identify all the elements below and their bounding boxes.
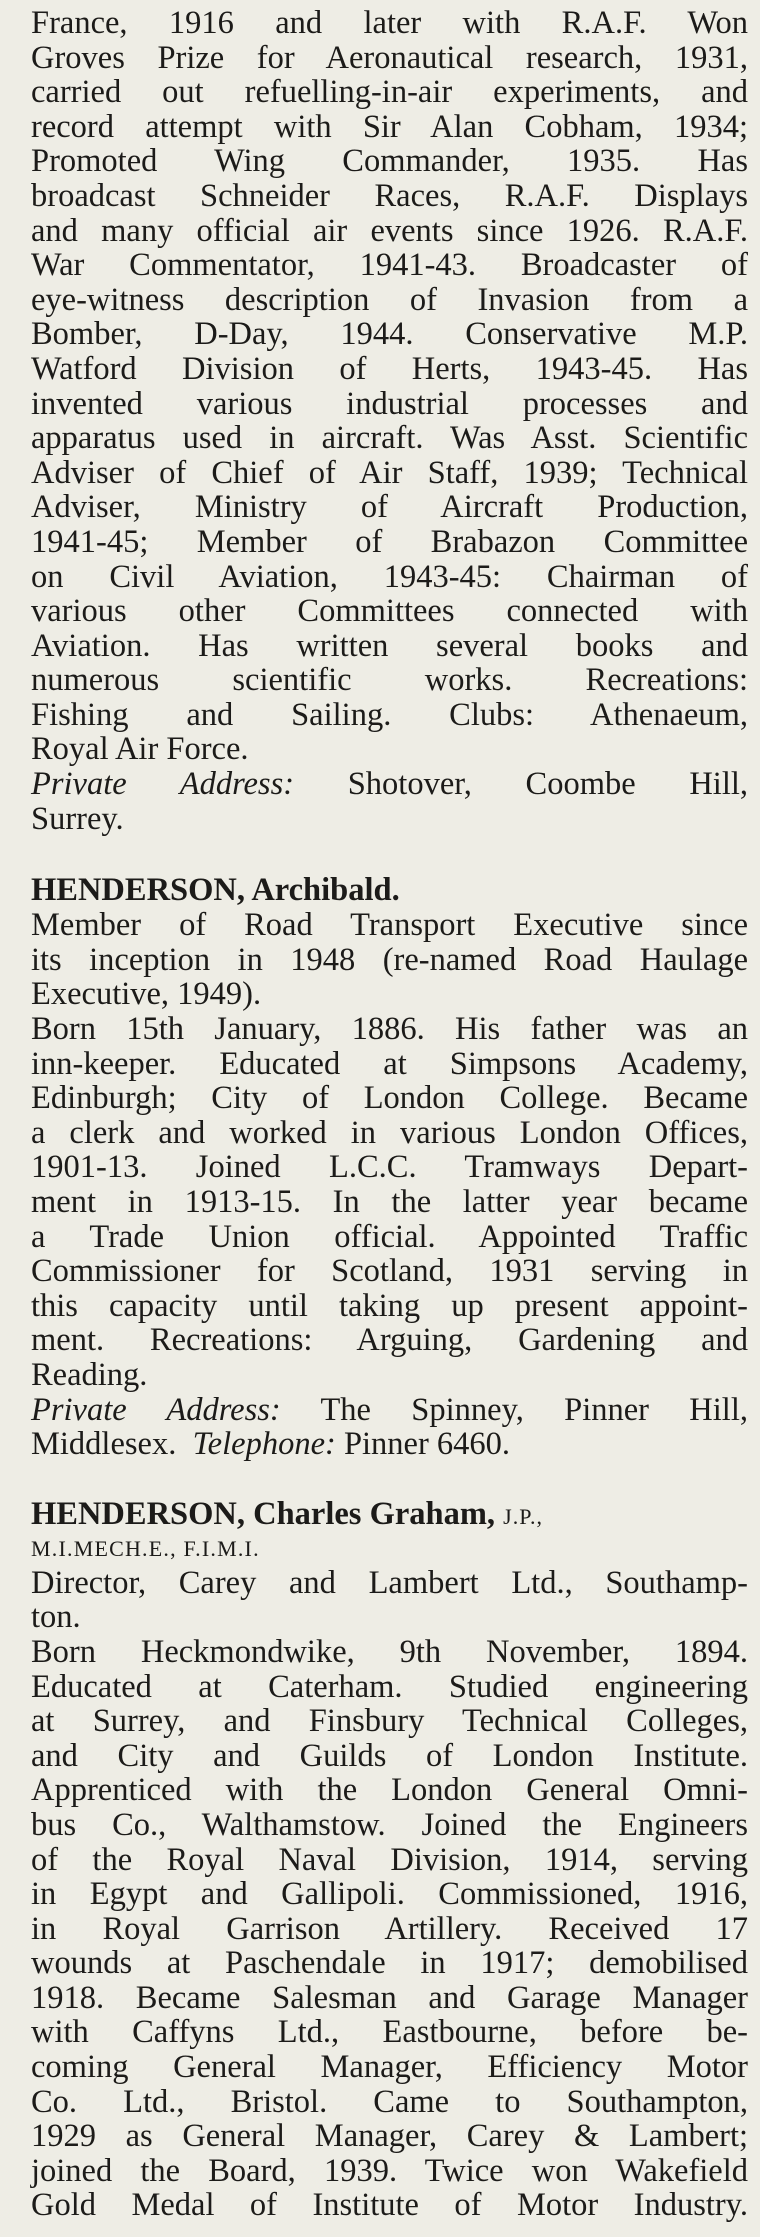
text-line: Director, Carey and Lambert Ltd., Southamp- [31, 1564, 748, 1601]
text-line: broadcast Schneider Races, R.A.F. Displays [31, 177, 748, 214]
text-line: Fishing and Sailing. Clubs: Athenaeum, [31, 696, 748, 733]
text-line: War Commentator, 1941-43. Broadcaster of [31, 247, 748, 284]
text-line: Member of Road Transport Executive since [31, 907, 748, 944]
text-line: apparatus used in aircraft. Was Asst. Scientific [31, 420, 748, 457]
private-address-label: Private Address: [31, 766, 295, 803]
text-line: Executive, 1949). [31, 976, 262, 1013]
text-line: at Surrey, and Finsbury Technical Colleges, [31, 1703, 748, 1740]
text-line: Aviation. Has written several books and [31, 627, 748, 664]
text-line: coming General Manager, Efficiency Motor [31, 2049, 748, 2086]
text-line: ton. [31, 1599, 81, 1636]
text-line: Born Heckmondwike, 9th November, 1894. [31, 1633, 748, 1670]
text-line: a Trade Union official. Appointed Traffic [31, 1218, 748, 1255]
private-address-line [31, 1393, 748, 1428]
private-address-label: Private Address: [31, 1391, 281, 1428]
text-line: various other Committees connected with [31, 593, 748, 630]
text-line: Apprenticed with the London General Omni- [31, 1772, 748, 1809]
entry-continued [31, 6, 748, 836]
text-line: joined the Board, 1939. Twice won Wakefield [31, 2152, 748, 2189]
entry-henderson-archibald [31, 872, 748, 1462]
text-line: 1941-45; Member of Brabazon Committee [31, 523, 748, 560]
entry-name-line [31, 1496, 748, 1532]
text-line: Promoted Wing Commander, 1935. Has [31, 143, 748, 180]
text-line: of the Royal Naval Division, 1914, serving [31, 1841, 748, 1878]
text-line: France, 1916 and later with R.A.F. Won [31, 5, 748, 41]
text-line: Bomber, D-Day, 1944. Conservative M.P. [31, 316, 748, 353]
text-line: Adviser of Chief of Air Staff, 1939; Technical [31, 454, 748, 491]
entry-qualifications-cont: M.I.MECH.E., F.I.M.I. [31, 1535, 260, 1561]
telephone-label: Telephone: [192, 1426, 336, 1463]
text-line: Born 15th January, 1886. His father was an [31, 1011, 748, 1048]
entry-name: HENDERSON, Archibald. [31, 872, 400, 909]
text-line: in Egypt and Gallipoli. Commissioned, 1916, [31, 1876, 748, 1913]
telephone-value: Pinner 6460. [343, 1426, 511, 1463]
text-line: carried out refuelling-in-air experiments, and [31, 74, 748, 111]
text-line: this capacity until taking up present appoint- [31, 1287, 748, 1324]
text-line: invented various industrial processes and [31, 385, 748, 422]
text-line: Reading. [31, 1356, 148, 1393]
text-line: record attempt with Sir Alan Cobham, 1934; [31, 108, 748, 145]
text-line: Watford Division of Herts, 1943-45. Has [31, 350, 748, 387]
entry-spacer [31, 1462, 748, 1496]
text-line: with Caffyns Ltd., Eastbourne, before be- [31, 2014, 748, 2051]
text-line: Gold Medal of Institute of Motor Industry. [31, 2187, 748, 2224]
text-line: 1918. Became Salesman and Garage Manager [31, 1979, 748, 2016]
private-address-line [31, 767, 748, 802]
text-line: Educated at Caterham. Studied engineering [31, 1668, 748, 1705]
private-address-cont: Surrey. [31, 800, 124, 837]
entry-name: HENDERSON, Charles Graham, [31, 1495, 496, 1532]
text-line: Commissioner for Scotland, 1931 serving in [31, 1253, 748, 1290]
text-line: a clerk and worked in various London Offices, [31, 1114, 748, 1151]
private-address-county: Middlesex. [31, 1426, 177, 1463]
text-line: in Royal Garrison Artillery. Received 17 [31, 1910, 748, 1947]
text-line: ment in 1913-15. In the latter year became [31, 1184, 748, 1220]
entry-qualifications: J.P., [503, 1503, 544, 1529]
text-line: and City and Guilds of London Institute. [31, 1737, 748, 1774]
text-line: and many official air events since 1926. R.A.F. [31, 212, 748, 249]
private-address-value: Shotover, Coombe Hill, [347, 766, 748, 803]
text-line: Adviser, Ministry of Aircraft Production, [31, 489, 748, 526]
text-line: wounds at Paschendale in 1917; demobilised [31, 1945, 748, 1982]
text-line: Edinburgh; City of London College. Became [31, 1080, 748, 1117]
entry-henderson-charles-graham [31, 1496, 748, 2223]
text-line: Co. Ltd., Bristol. Came to Southampton, [31, 2083, 748, 2120]
text-line: inn-keeper. Educated at Simpsons Academy, [31, 1045, 748, 1082]
entry-spacer [31, 836, 748, 872]
text-line: numerous scientific works. Recreations: [31, 662, 748, 699]
private-address-cont [31, 1427, 748, 1462]
text-line: Groves Prize for Aeronautical research, 1931, [31, 39, 748, 76]
text-line: Royal Air Force. [31, 731, 249, 768]
private-address-value: The Spinney, Pinner Hill, [320, 1391, 748, 1428]
text-line: eye-witness description of Invasion from a [31, 281, 748, 318]
text-line: its inception in 1948 (re-named Road Haulage [31, 941, 748, 978]
text-line: on Civil Aviation, 1943-45: Chairman of [31, 558, 748, 595]
text-line: ment. Recreations: Arguing, Gardening and [31, 1322, 748, 1359]
text-line: 1901-13. Joined L.C.C. Tramways Depart- [31, 1149, 748, 1186]
text-line: bus Co., Walthamstow. Joined the Engineers [31, 1806, 748, 1843]
text-line: 1929 as General Manager, Carey & Lambert; [31, 2118, 748, 2155]
